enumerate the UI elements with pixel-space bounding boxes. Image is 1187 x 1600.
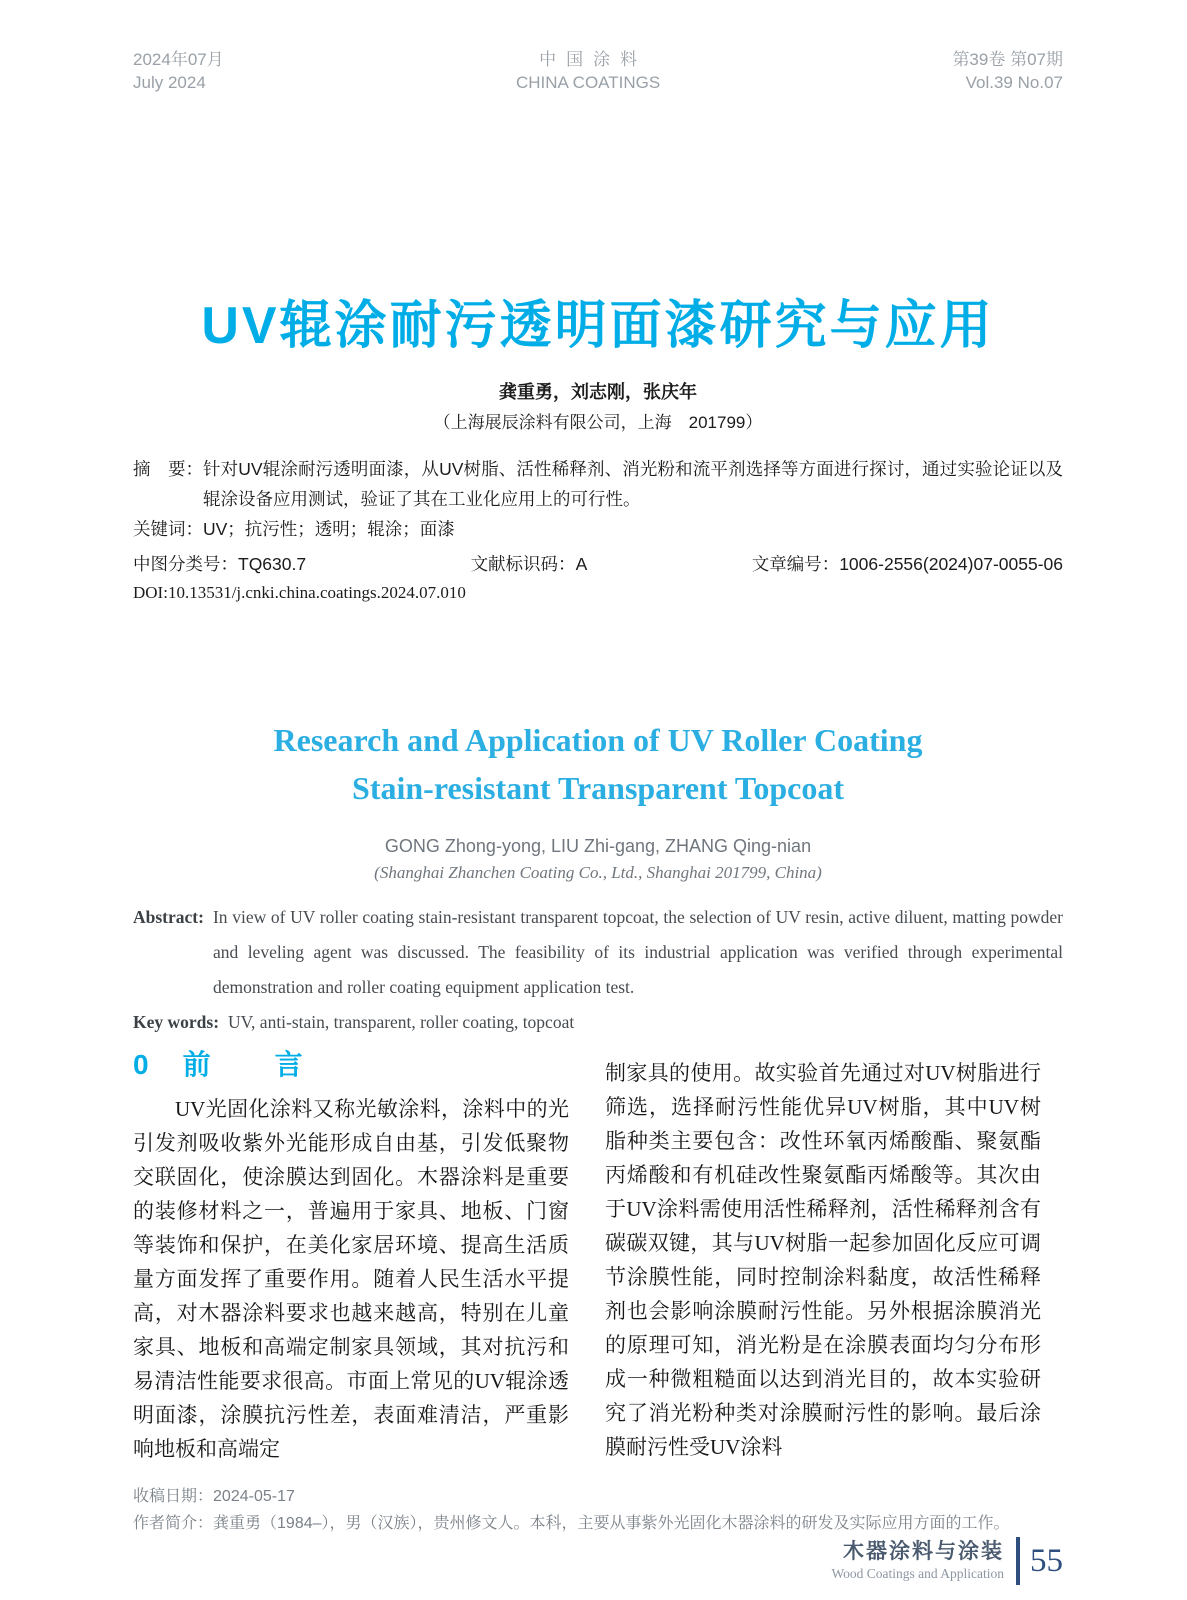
authors-cn: 龚重勇，刘志刚，张庆年 [499, 382, 697, 402]
keywords-label-cn: 关键词： [133, 519, 203, 539]
section-heading [133, 1046, 569, 1084]
received-date-label: 收稿日期： [133, 1488, 214, 1505]
abstract-text-en: In view of UV roller coating stain-resistant transparent topcoat, the selection of UV resin, active diluent, matting powder and leveling agent was discussed. The feasibility of its industrial application was verified through experimental demonstration and roller coating equipment application test. [212, 907, 1063, 997]
running-head [133, 48, 1063, 94]
header-journal-cn: 中国涂料 [539, 50, 648, 69]
abstract-label-en: Abstract: [133, 907, 204, 927]
header-journal-en: CHINA COATINGS [515, 73, 661, 92]
article-id-label: 文章编号： [751, 554, 840, 574]
author-bio [133, 1510, 1063, 1537]
body-paragraph-left: UV光固化涂料又称光敏涂料，涂料中的光引发剂吸收紫外光能形成自由基，引发低聚物交联固化，使涂膜达到固化。木器涂料是重要的装修材料之一，普遍用于家具、地板、门窗等装饰和保护，在美化家居环境、提高生活质量方面发挥了重要作用。随着人民生活水平提高，对木器涂料要求也越来越高，特别在儿童家具、地板和高端定制家具领域，其对抗污和易清洁性能要求很高。市面上常见的UV辊涂透明面漆，涂膜抗污性差，表面难清洁，严重影响地板和高端定 [133, 1097, 569, 1461]
body-columns [133, 1046, 1063, 1466]
article-title-en-line1: Research and Application of UV Roller Coating [273, 722, 923, 758]
author-bio-label: 作者简介： [133, 1515, 214, 1532]
abstract-block-cn [133, 454, 1063, 604]
header-journal [516, 48, 660, 94]
keywords-text-cn: UV；抗污性；透明；辊涂；面漆 [203, 519, 455, 539]
article-id [752, 552, 1063, 576]
keywords-label-en: Key words: [133, 1012, 220, 1032]
keywords-cn [133, 514, 1063, 544]
clc-label: 中图分类号： [133, 554, 238, 574]
article-title-cn: UV辊涂耐污透明面漆研究与应用 [201, 297, 995, 355]
affiliation-en: (Shanghai Zhanchen Coating Co., Ltd., Shanghai 201799, China) [374, 863, 822, 882]
page-footer [133, 1537, 1063, 1585]
section-title: 前 言 [182, 1049, 321, 1080]
keywords-en [133, 1005, 1063, 1040]
section-number: 0 [133, 1049, 149, 1080]
header-date-cn: 2024年07月 [133, 50, 224, 69]
footer-divider-bar [1016, 1537, 1020, 1585]
received-date [133, 1483, 1063, 1510]
body-paragraph-right: 制家具的使用。故实验首先通过对UV树脂进行筛选，选择耐污性能优异UV树脂，其中UV树脂种类主要包含：改性环氧丙烯酸酯、聚氨酯丙烯酸和有机硅改性聚氨酯丙烯酸等。其次由于UV涂料需使用活性稀释剂，活性稀释剂含有碳碳双键，其与UV树脂一起参加固化反应可调节涂膜性能，同时控制涂料黏度，故活性稀释剂也会影响涂膜耐污性能。另外根据涂膜消光的原理可知，消光粉是在涂膜表面均匀分布形成一种微粗糙面以达到消光目的，故本实验研究了消光粉种类对涂膜耐污性的影响。最后涂膜耐污性受UV涂料 [605, 1061, 1041, 1459]
column-name-en: Wood Coatings and Application [831, 1566, 1004, 1581]
abstract-label-cn: 摘 要： [133, 459, 203, 479]
keywords-text-en: UV, anti-stain, transparent, roller coating, topcoat [228, 1012, 575, 1032]
header-date [133, 48, 224, 94]
header-issue [952, 48, 1063, 94]
body-column-left [133, 1046, 569, 1466]
doc-code-label: 文献标识码： [470, 554, 576, 574]
header-date-en: July 2024 [133, 73, 206, 92]
affiliation-cn: （上海展辰涂料有限公司，上海 201799） [433, 413, 763, 432]
abstract-text-cn: 针对UV辊涂耐污透明面漆，从UV树脂、活性稀释剂、消光粉和流平剂选择等方面进行探讨，通过实验论证以及辊涂设备应用测试，验证了其在工业化应用上的可行性。 [203, 459, 1063, 509]
doc-code-value: A [575, 554, 588, 574]
column-name-cn: 木器涂料与涂装 [843, 1540, 1004, 1563]
clc-value: TQ630.7 [238, 554, 307, 574]
article-title-en [133, 716, 1063, 812]
abstract-en [133, 900, 1063, 1005]
page-number: 55 [1030, 1542, 1063, 1579]
clc-number [133, 552, 306, 576]
authors-en: GONG Zhong-yong, LIU Zhi-gang, ZHANG Qing-nian [384, 836, 812, 856]
received-date-value: 2024-05-17 [213, 1488, 295, 1505]
abstract-cn [133, 454, 1063, 514]
author-bio-text: 龚重勇（1984–），男（汉族），贵州修文人。本科，主要从事紫外光固化木器涂料的研发及实际应用方面的工作。 [213, 1515, 1010, 1532]
header-issue-en: Vol.39 No.07 [965, 73, 1063, 92]
body-column-right [605, 1046, 1041, 1466]
header-issue-cn: 第39卷 第07期 [952, 50, 1063, 69]
classification-row [133, 552, 1063, 576]
footnotes [133, 1483, 1063, 1537]
abstract-block-en [133, 900, 1063, 1040]
article-id-value: 1006-2556(2024)07-0055-06 [839, 554, 1063, 574]
document-code [471, 552, 588, 576]
article-title-en-line2: Stain-resistant Transparent Topcoat [352, 770, 844, 806]
doi: DOI:10.13531/j.cnki.china.coatings.2024.07.010 [133, 583, 466, 602]
column-name [831, 1540, 1004, 1582]
